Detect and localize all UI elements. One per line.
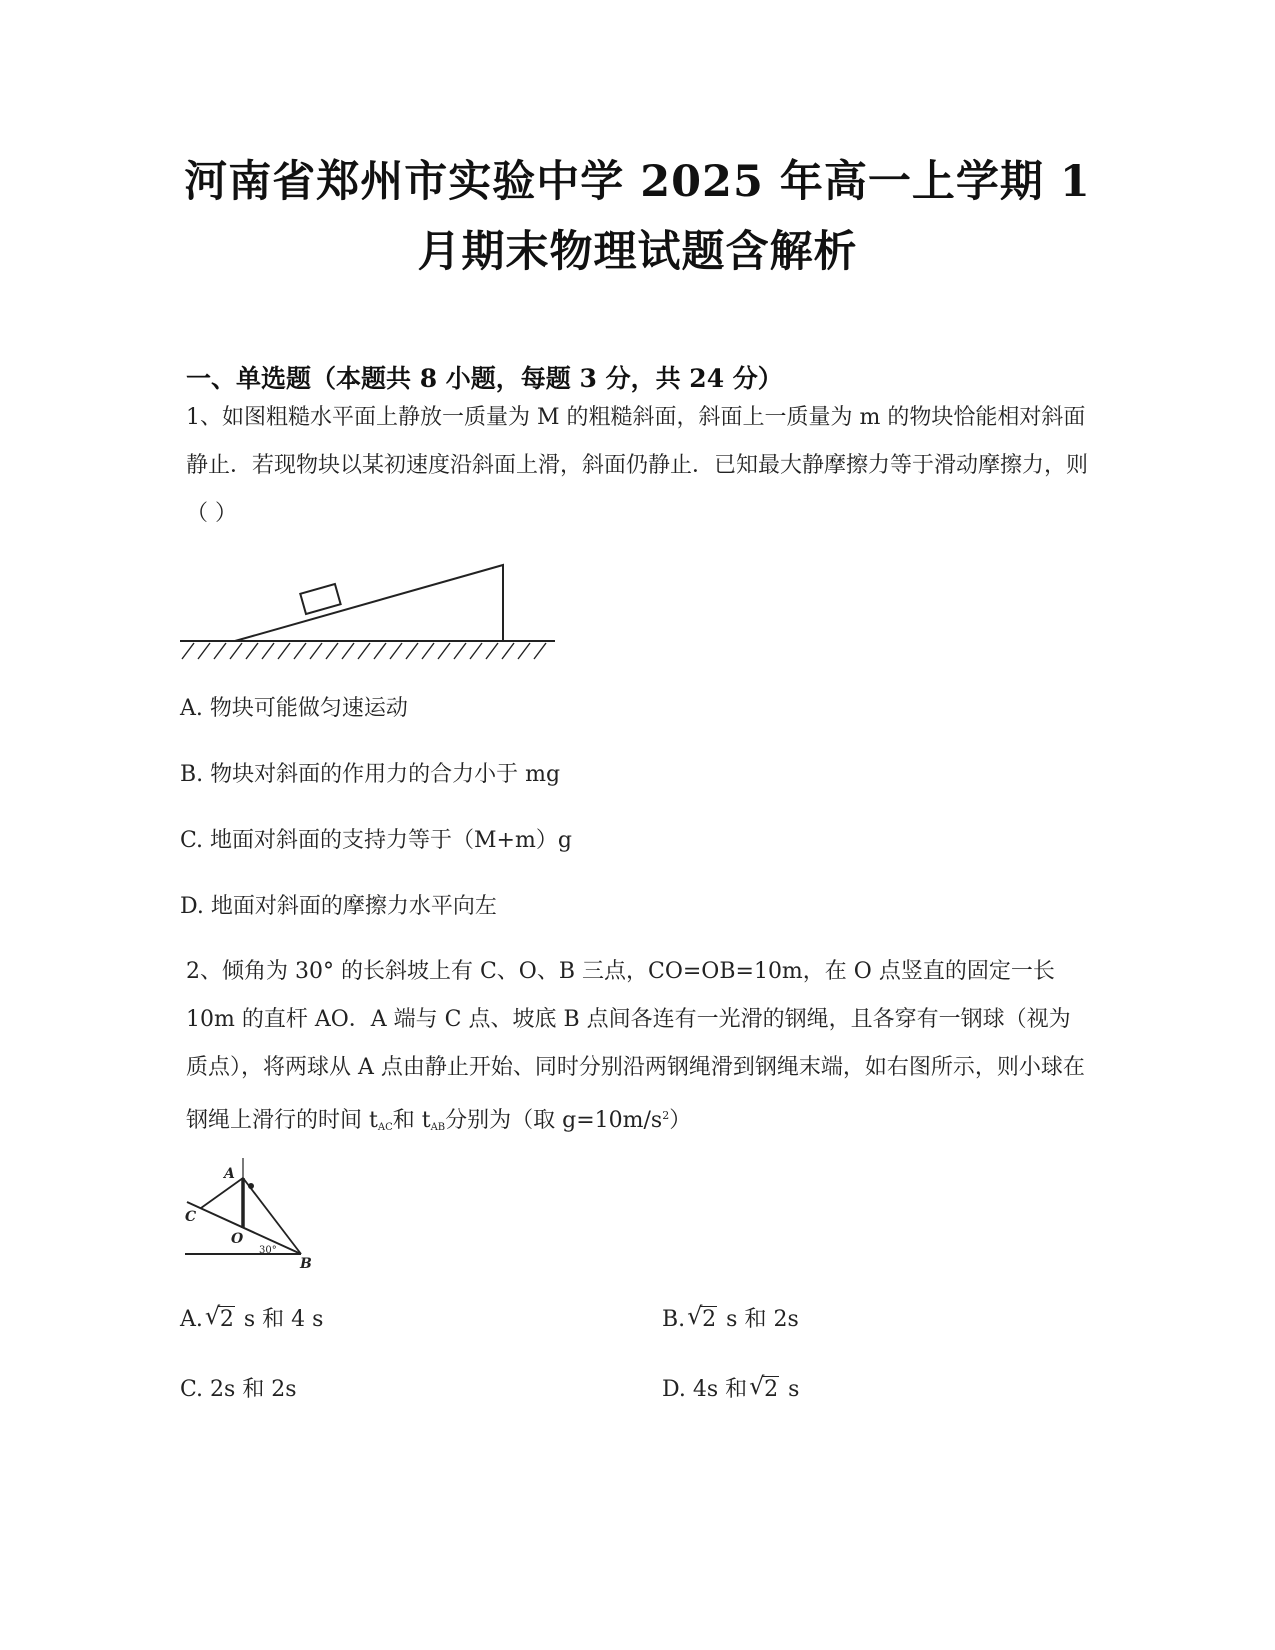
label-angle: 30° — [259, 1245, 277, 1256]
label-b: B — [300, 1256, 312, 1270]
sqrt-radicand: 2 — [219, 1307, 234, 1332]
option-d-prefix: D. 4s 和 — [662, 1377, 748, 1402]
label-c: C — [185, 1209, 197, 1225]
question-2-option-a — [180, 1302, 324, 1335]
sqrt-radicand: 2 — [702, 1307, 717, 1332]
question-2-option-c: C. 2s 和 2s — [180, 1377, 297, 1402]
section-heading: 一、单选题（本题共 8 小题，每题 3 分，共 24 分） — [186, 364, 783, 393]
option-b-suffix: s 和 2s — [726, 1307, 799, 1332]
question-1-option-d: D. 地面对斜面的摩擦力水平向左 — [180, 894, 497, 919]
option-a-prefix: A. — [180, 1307, 203, 1332]
subscript-ab: AB — [430, 1122, 446, 1133]
sqrt-radicand: 2 — [764, 1377, 779, 1402]
question-2-stem-and: 和 t — [392, 1108, 431, 1133]
superscript-2: 2 — [662, 1109, 670, 1122]
question-2-option-d — [662, 1372, 800, 1405]
label-o: O — [231, 1231, 244, 1247]
subscript-ac: AC — [377, 1122, 393, 1133]
document-title-line-1: 河南省郑州市实验中学 2025 年高一上学期 1 — [184, 157, 1091, 207]
sqrt-symbol: √ 2 — [749, 1372, 779, 1402]
question-2-stem-tail: 分别为（取 g=10m/s — [445, 1108, 663, 1133]
ground-hatching — [182, 643, 546, 659]
question-2-option-b — [662, 1302, 799, 1335]
option-a-suffix: s 和 4 s — [243, 1307, 324, 1332]
sqrt-symbol: √ 2 — [687, 1302, 717, 1332]
rope-ab — [243, 1178, 301, 1254]
question-2-stem-end: ） — [669, 1108, 692, 1133]
question-1-stem: 1、如图粗糙水平面上静放一质量为 M 的粗糙斜面，斜面上一质量为 m 的物块恰能相对斜面静止．若现物块以某初速度沿斜面上滑，斜面仍静止．已知最大静摩擦力等于滑动摩擦力，则（ ） — [186, 405, 1089, 526]
document-title-line-2: 月期末物理试题含解析 — [417, 227, 858, 277]
label-a: A — [224, 1166, 235, 1182]
question-1-option-a: A. 物块可能做匀速运动 — [180, 696, 408, 721]
ball-on-rope-ab — [248, 1183, 254, 1189]
question-1-incline-figure — [180, 560, 565, 665]
question-2-stem-text: 2、倾角为 30° 的长斜坡上有 C、O、B 三点，CO=OB=10m，在 O 点竖直的固定一长 10m 的直杆 AO．A 端与 C 点、坡底 B 点间各连有一光滑的钢绳，且各穿有一钢球（视为质点），将两球从 A 点由静止开始、同时分别沿两钢绳滑到钢绳末端，如右图所示，则小球在钢绳上滑行的时间 t — [186, 959, 1085, 1133]
sqrt-symbol: √ 2 — [204, 1302, 234, 1332]
rope-ac — [201, 1178, 243, 1208]
question-1-option-c: C. 地面对斜面的支持力等于（M+m）g — [180, 828, 572, 853]
sliding-block — [300, 584, 340, 614]
option-d-suffix: s — [788, 1377, 800, 1402]
question-2-stem — [186, 948, 1091, 1152]
question-1-option-b: B. 物块对斜面的作用力的合力小于 mg — [180, 762, 561, 787]
option-b-prefix: B. — [662, 1307, 686, 1332]
incline-wedge — [235, 565, 503, 641]
question-2-slope-figure — [183, 1158, 318, 1270]
